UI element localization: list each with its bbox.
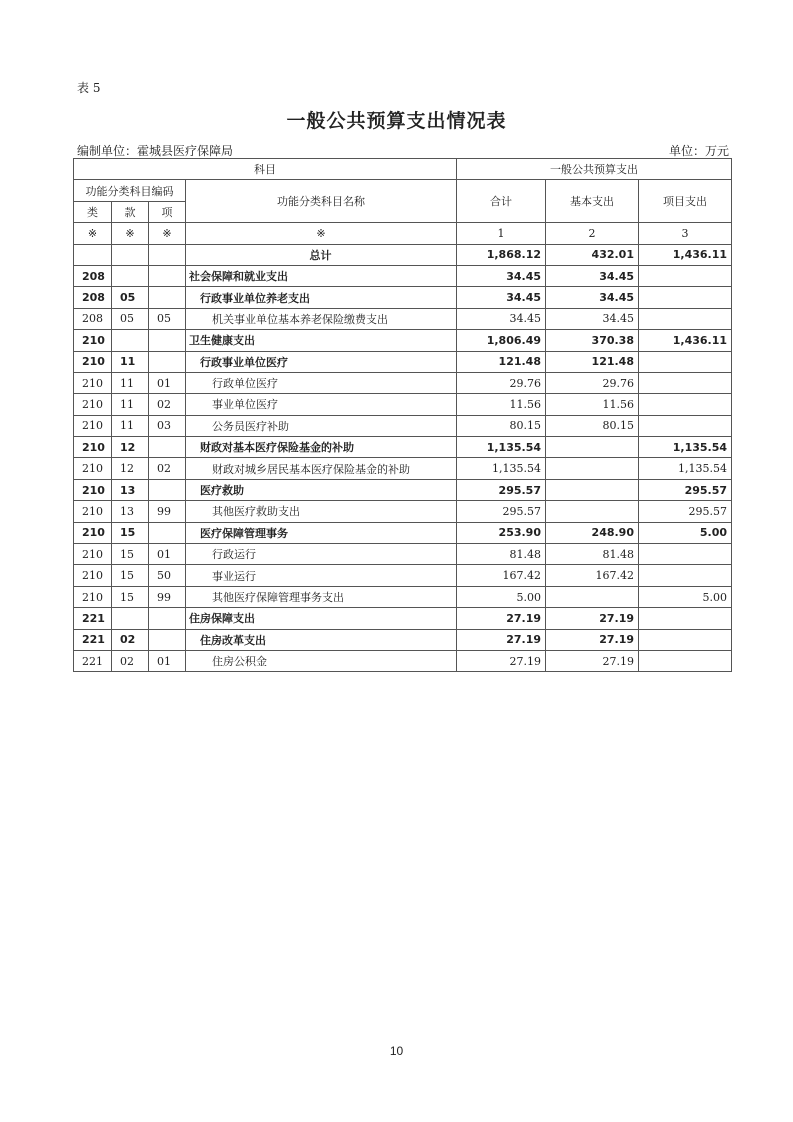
cell-project bbox=[639, 629, 732, 650]
cell-basic: 34.45 bbox=[546, 265, 639, 286]
cell-xiang bbox=[149, 244, 186, 265]
cell-lei: 208 bbox=[74, 308, 112, 329]
cell-total: 27.19 bbox=[457, 650, 546, 671]
header-subject: 科目 bbox=[74, 159, 457, 180]
cell-kuan bbox=[112, 330, 149, 351]
cell-name: 财政对城乡居民基本医疗保险基金的补助 bbox=[186, 458, 457, 479]
cell-name: 行政事业单位养老支出 bbox=[186, 287, 457, 308]
table-row bbox=[74, 458, 732, 479]
cell-name: 事业单位医疗 bbox=[186, 394, 457, 415]
cell-kuan: 05 bbox=[112, 308, 149, 329]
cell-total: 1,135.54 bbox=[457, 437, 546, 458]
table-row bbox=[74, 287, 732, 308]
table-number: 表 5 bbox=[77, 81, 101, 95]
cell-project bbox=[639, 608, 732, 629]
cell-total: 295.57 bbox=[457, 501, 546, 522]
cell-total: 34.45 bbox=[457, 265, 546, 286]
cell-project: 295.57 bbox=[639, 501, 732, 522]
cell-xiang bbox=[149, 608, 186, 629]
cell-basic: 248.90 bbox=[546, 522, 639, 543]
cell-project bbox=[639, 265, 732, 286]
cell-lei: 221 bbox=[74, 629, 112, 650]
cell-kuan: 13 bbox=[112, 501, 149, 522]
table-row bbox=[74, 330, 732, 351]
table-row bbox=[74, 608, 732, 629]
cell-total: 81.48 bbox=[457, 544, 546, 565]
header-basic: 基本支出 bbox=[546, 180, 639, 223]
table-row bbox=[74, 372, 732, 393]
cell-total: 5.00 bbox=[457, 586, 546, 607]
cell-kuan: 15 bbox=[112, 522, 149, 543]
cell-total: 27.19 bbox=[457, 608, 546, 629]
table-row bbox=[74, 650, 732, 671]
cell-name: 社会保障和就业支出 bbox=[186, 265, 457, 286]
header-budget: 一般公共预算支出 bbox=[457, 159, 732, 180]
table-body bbox=[74, 244, 732, 672]
header-mark: ※ bbox=[149, 223, 186, 244]
cell-lei bbox=[74, 244, 112, 265]
cell-basic: 167.42 bbox=[546, 565, 639, 586]
cell-name: 住房公积金 bbox=[186, 650, 457, 671]
cell-project: 295.57 bbox=[639, 479, 732, 500]
cell-lei: 210 bbox=[74, 565, 112, 586]
cell-total: 1,868.12 bbox=[457, 244, 546, 265]
cell-name: 公务员医疗补助 bbox=[186, 415, 457, 436]
cell-basic: 80.15 bbox=[546, 415, 639, 436]
cell-lei: 221 bbox=[74, 608, 112, 629]
cell-kuan: 02 bbox=[112, 629, 149, 650]
table-row bbox=[74, 544, 732, 565]
cell-project bbox=[639, 308, 732, 329]
cell-xiang bbox=[149, 522, 186, 543]
table-row bbox=[74, 522, 732, 543]
cell-name: 行政事业单位医疗 bbox=[186, 351, 457, 372]
header-lei: 类 bbox=[74, 201, 112, 222]
cell-lei: 210 bbox=[74, 330, 112, 351]
cell-lei: 210 bbox=[74, 586, 112, 607]
cell-kuan: 11 bbox=[112, 351, 149, 372]
cell-xiang: 99 bbox=[149, 501, 186, 522]
cell-project bbox=[639, 415, 732, 436]
cell-lei: 210 bbox=[74, 394, 112, 415]
cell-name: 事业运行 bbox=[186, 565, 457, 586]
header-kuan: 款 bbox=[112, 201, 149, 222]
cell-basic: 34.45 bbox=[546, 308, 639, 329]
cell-lei: 210 bbox=[74, 522, 112, 543]
table-row bbox=[74, 629, 732, 650]
cell-basic bbox=[546, 586, 639, 607]
table-row bbox=[74, 244, 732, 265]
cell-total: 121.48 bbox=[457, 351, 546, 372]
cell-xiang bbox=[149, 479, 186, 500]
cell-project: 5.00 bbox=[639, 522, 732, 543]
cell-kuan: 15 bbox=[112, 544, 149, 565]
cell-kuan: 15 bbox=[112, 565, 149, 586]
cell-xiang: 05 bbox=[149, 308, 186, 329]
budget-table bbox=[73, 158, 732, 672]
cell-xiang: 02 bbox=[149, 394, 186, 415]
cell-total: 1,806.49 bbox=[457, 330, 546, 351]
cell-kuan: 05 bbox=[112, 287, 149, 308]
cell-name: 其他医疗救助支出 bbox=[186, 501, 457, 522]
table-row bbox=[74, 437, 732, 458]
cell-xiang: 99 bbox=[149, 586, 186, 607]
cell-basic: 11.56 bbox=[546, 394, 639, 415]
header-mark: ※ bbox=[112, 223, 149, 244]
cell-name: 行政单位医疗 bbox=[186, 372, 457, 393]
cell-project: 5.00 bbox=[639, 586, 732, 607]
cell-basic: 29.76 bbox=[546, 372, 639, 393]
money-unit: 单位：万元 bbox=[668, 144, 729, 158]
cell-name: 住房保障支出 bbox=[186, 608, 457, 629]
cell-xiang bbox=[149, 265, 186, 286]
cell-kuan bbox=[112, 608, 149, 629]
cell-xiang: 02 bbox=[149, 458, 186, 479]
cell-name: 医疗保障管理事务 bbox=[186, 522, 457, 543]
cell-project bbox=[639, 351, 732, 372]
table-row bbox=[74, 565, 732, 586]
cell-project bbox=[639, 650, 732, 671]
cell-kuan: 12 bbox=[112, 458, 149, 479]
header-index-1: 1 bbox=[457, 223, 546, 244]
cell-total: 1,135.54 bbox=[457, 458, 546, 479]
cell-xiang: 01 bbox=[149, 650, 186, 671]
cell-name: 总计 bbox=[186, 244, 457, 265]
cell-lei: 208 bbox=[74, 265, 112, 286]
cell-total: 34.45 bbox=[457, 287, 546, 308]
cell-lei: 210 bbox=[74, 479, 112, 500]
cell-xiang: 50 bbox=[149, 565, 186, 586]
cell-total: 253.90 bbox=[457, 522, 546, 543]
cell-total: 11.56 bbox=[457, 394, 546, 415]
cell-lei: 210 bbox=[74, 544, 112, 565]
cell-kuan: 11 bbox=[112, 394, 149, 415]
table-row bbox=[74, 394, 732, 415]
header-index-2: 2 bbox=[546, 223, 639, 244]
cell-basic: 121.48 bbox=[546, 351, 639, 372]
header-index-3: 3 bbox=[639, 223, 732, 244]
cell-lei: 210 bbox=[74, 351, 112, 372]
cell-lei: 210 bbox=[74, 501, 112, 522]
cell-lei: 221 bbox=[74, 650, 112, 671]
cell-lei: 210 bbox=[74, 372, 112, 393]
header-mark: ※ bbox=[186, 223, 457, 244]
cell-project: 1,436.11 bbox=[639, 330, 732, 351]
cell-name: 机关事业单位基本养老保险缴费支出 bbox=[186, 308, 457, 329]
cell-xiang bbox=[149, 287, 186, 308]
cell-name: 其他医疗保障管理事务支出 bbox=[186, 586, 457, 607]
cell-total: 27.19 bbox=[457, 629, 546, 650]
cell-basic: 27.19 bbox=[546, 629, 639, 650]
cell-xiang: 03 bbox=[149, 415, 186, 436]
compiling-unit: 编制单位：霍城县医疗保障局 bbox=[77, 144, 234, 158]
cell-project: 1,436.11 bbox=[639, 244, 732, 265]
cell-total: 167.42 bbox=[457, 565, 546, 586]
cell-project bbox=[639, 394, 732, 415]
cell-kuan bbox=[112, 244, 149, 265]
table-row bbox=[74, 479, 732, 500]
header-project: 项目支出 bbox=[639, 180, 732, 223]
header-mark: ※ bbox=[74, 223, 112, 244]
cell-project: 1,135.54 bbox=[639, 437, 732, 458]
header-xiang: 项 bbox=[149, 201, 186, 222]
header-code-group: 功能分类科目编码 bbox=[74, 180, 186, 201]
cell-basic bbox=[546, 479, 639, 500]
cell-basic: 432.01 bbox=[546, 244, 639, 265]
table-row bbox=[74, 308, 732, 329]
cell-basic: 27.19 bbox=[546, 608, 639, 629]
header-name: 功能分类科目名称 bbox=[186, 180, 457, 223]
table-row bbox=[74, 265, 732, 286]
cell-total: 295.57 bbox=[457, 479, 546, 500]
cell-kuan: 12 bbox=[112, 437, 149, 458]
cell-kuan: 15 bbox=[112, 586, 149, 607]
cell-project: 1,135.54 bbox=[639, 458, 732, 479]
table-row bbox=[74, 501, 732, 522]
table-row bbox=[74, 415, 732, 436]
cell-kuan: 13 bbox=[112, 479, 149, 500]
cell-kuan: 11 bbox=[112, 372, 149, 393]
cell-name: 住房改革支出 bbox=[186, 629, 457, 650]
cell-lei: 208 bbox=[74, 287, 112, 308]
cell-kuan bbox=[112, 265, 149, 286]
cell-xiang bbox=[149, 351, 186, 372]
cell-project bbox=[639, 287, 732, 308]
cell-name: 医疗救助 bbox=[186, 479, 457, 500]
page-number: 10 bbox=[389, 1044, 404, 1058]
cell-xiang: 01 bbox=[149, 544, 186, 565]
cell-lei: 210 bbox=[74, 458, 112, 479]
table-row bbox=[74, 586, 732, 607]
cell-xiang bbox=[149, 330, 186, 351]
cell-name: 财政对基本医疗保险基金的补助 bbox=[186, 437, 457, 458]
cell-kuan: 11 bbox=[112, 415, 149, 436]
cell-basic bbox=[546, 501, 639, 522]
cell-project bbox=[639, 565, 732, 586]
cell-project bbox=[639, 372, 732, 393]
cell-basic bbox=[546, 458, 639, 479]
cell-xiang bbox=[149, 629, 186, 650]
page-title: 一般公共预算支出情况表 bbox=[286, 110, 507, 132]
cell-basic: 27.19 bbox=[546, 650, 639, 671]
cell-basic: 370.38 bbox=[546, 330, 639, 351]
cell-total: 29.76 bbox=[457, 372, 546, 393]
cell-name: 卫生健康支出 bbox=[186, 330, 457, 351]
table-row bbox=[74, 351, 732, 372]
cell-kuan: 02 bbox=[112, 650, 149, 671]
cell-basic: 34.45 bbox=[546, 287, 639, 308]
cell-project bbox=[639, 544, 732, 565]
cell-lei: 210 bbox=[74, 437, 112, 458]
cell-lei: 210 bbox=[74, 415, 112, 436]
cell-xiang bbox=[149, 437, 186, 458]
header-total: 合计 bbox=[457, 180, 546, 223]
cell-name: 行政运行 bbox=[186, 544, 457, 565]
cell-xiang: 01 bbox=[149, 372, 186, 393]
cell-basic bbox=[546, 437, 639, 458]
cell-total: 34.45 bbox=[457, 308, 546, 329]
cell-basic: 81.48 bbox=[546, 544, 639, 565]
cell-total: 80.15 bbox=[457, 415, 546, 436]
